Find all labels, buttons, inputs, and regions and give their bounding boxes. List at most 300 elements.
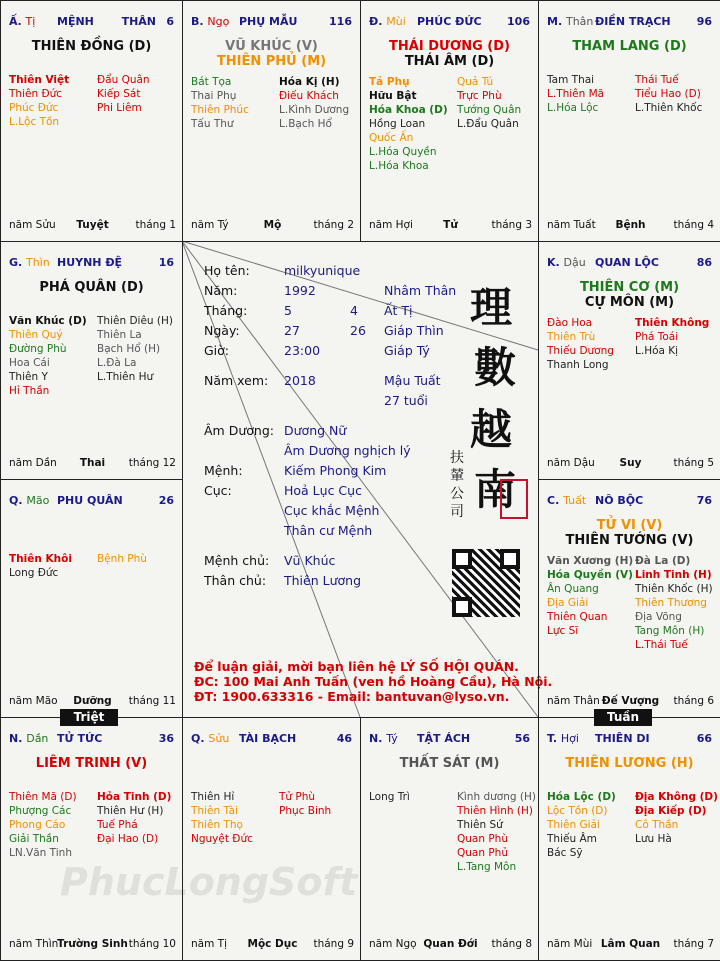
minor-star: L.Hóa Kị (635, 345, 679, 357)
stem-letter: G. (9, 256, 27, 269)
life-stage: Tử (443, 219, 458, 231)
stem-letter: C. (547, 494, 564, 507)
year-label: năm Mùi (547, 938, 593, 950)
main-star: TỬ VI (V) (596, 518, 663, 533)
minor-star: Địa Giải (547, 597, 589, 609)
minor-star: Bác Sỹ (547, 847, 583, 859)
minor-star: Tang Môn (H) (635, 625, 705, 637)
minor-star: L.Đà La (97, 357, 137, 369)
stem-letter: B. (191, 15, 208, 28)
minor-star: Thiên Hư (H) (97, 805, 164, 817)
minor-star: Hóa Quyền (V) (547, 569, 633, 581)
stem-letter: Q. (191, 732, 209, 745)
life-stage: Bệnh (615, 219, 646, 231)
minor-star: Thiên Trù (547, 331, 596, 343)
palace-position (547, 256, 586, 269)
palace-position (9, 732, 48, 745)
minor-stars-right (635, 316, 709, 358)
palace-number: 36 (158, 732, 174, 745)
main-star: THÁI ÂM (D) (404, 54, 495, 69)
minor-star: Thiếu Âm (547, 833, 597, 845)
center-info (182, 241, 553, 717)
palace-number: 16 (158, 256, 174, 269)
year-label: năm Mão (9, 695, 58, 707)
branch-name: Mão (26, 494, 50, 507)
minor-star: Thiên Không (635, 317, 710, 329)
life-stage: Mộ (263, 219, 282, 231)
minor-star: Thiên Thương (635, 597, 707, 609)
info-label: Thân chủ: (204, 573, 267, 588)
info-label: Năm: (204, 283, 238, 298)
palace-number: 86 (696, 256, 712, 269)
minor-star: Giải Thần (9, 833, 59, 845)
month-label: tháng 8 (491, 938, 532, 950)
minor-star: Thiên Phúc (191, 104, 249, 116)
minor-star: Thiên Thọ (191, 819, 243, 831)
contact-line: ĐC: 100 Mai Anh Tuấn (ven hồ Hoàng Cầu), Hà Nội. (194, 674, 553, 689)
minor-stars-left (9, 552, 72, 580)
minor-stars-left (369, 75, 448, 173)
branch-name: Tị (25, 15, 36, 28)
minor-star: Hóa Kị (H) (279, 76, 340, 88)
palace-header (547, 256, 714, 270)
branch-name: Dậu (563, 256, 586, 269)
palace-position (369, 15, 406, 28)
info-value: 5 (284, 303, 292, 318)
minor-star: L.Hóa Quyền (369, 146, 437, 158)
palace-cell[interactable] (0, 717, 183, 961)
minor-star: L.Hóa Khoa (369, 160, 429, 172)
stem-letter: N. (369, 732, 387, 745)
minor-stars-right (97, 790, 171, 846)
minor-star: Hỉ Thần (9, 385, 50, 397)
minor-star: Thiên Hình (H) (457, 805, 533, 817)
info-value: Thiên Lương (284, 573, 362, 588)
palace-position (9, 15, 35, 28)
minor-star: L.Lộc Tồn (9, 116, 60, 128)
info-label: Năm xem: (204, 373, 269, 388)
branch-name: Sửu (208, 732, 230, 745)
month-label: tháng 7 (673, 938, 714, 950)
minor-star: Địa Không (D) (635, 791, 718, 803)
palace-cell[interactable] (0, 479, 183, 718)
minor-star: Phá Toái (635, 331, 679, 343)
info-label: Mệnh chủ: (204, 553, 270, 568)
palace-name: PHU QUÂN (57, 494, 123, 507)
info-value-lunar: 4 (350, 303, 358, 318)
info-label: Họ tên: (204, 263, 250, 278)
branch-name: Thân (565, 15, 594, 28)
minor-star: Thiên Giải (547, 819, 600, 831)
minor-star: Ân Quang (547, 583, 599, 595)
seal-char: 公 (450, 486, 464, 502)
red-seal (500, 479, 528, 519)
month-label: tháng 4 (673, 219, 714, 231)
branch-name: Ngọ (207, 15, 230, 28)
minor-star: Thiếu Dương (547, 345, 614, 357)
minor-star: Bát Tọa (191, 76, 232, 88)
minor-stars-left (369, 790, 410, 804)
minor-stars-left (9, 790, 77, 860)
palace-position (9, 494, 49, 507)
minor-star: Thiên Mã (D) (9, 791, 77, 803)
palace-cell[interactable] (538, 0, 720, 242)
life-stage: Đế Vượng (601, 695, 660, 707)
minor-star: Địa Kiếp (D) (635, 805, 707, 817)
info-value: Vũ Khúc (284, 553, 336, 568)
stem-letter: K. (547, 256, 564, 269)
seal-char: 輦 (450, 468, 464, 484)
info-value: 27 (284, 323, 300, 338)
year-label: năm Sửu (9, 219, 56, 231)
main-star: PHÁ QUÂN (D) (39, 280, 144, 295)
minor-stars-right (635, 73, 702, 115)
minor-star: Phục Binh (279, 805, 332, 817)
main-star: CỰ MÔN (M) (584, 295, 675, 310)
minor-star: Kiếp Sát (97, 88, 141, 100)
minor-star: Quốc Ấn (369, 132, 414, 144)
calligraphy-char: 南 (474, 465, 517, 514)
minor-star: Đường Phù (9, 343, 67, 355)
month-label: tháng 3 (491, 219, 532, 231)
palace-position (9, 256, 50, 269)
info-value-lunar: 26 (350, 323, 366, 338)
minor-star: L.Thiên Mã (547, 88, 605, 100)
month-label: tháng 6 (673, 695, 714, 707)
minor-star: Thiên Đức (9, 88, 63, 100)
minor-star: Bệnh Phù (97, 553, 147, 565)
palace-header (547, 15, 714, 29)
minor-star: Hoa Cái (9, 357, 50, 369)
minor-stars-right (635, 554, 713, 652)
minor-star: Điếu Khách (279, 90, 339, 102)
minor-star: L.Bạch Hổ (279, 118, 332, 130)
minor-star: Tử Phù (279, 791, 316, 803)
info-value: Kiếm Phong Kim (284, 463, 387, 478)
year-label: năm Thìn (9, 938, 59, 950)
palace-name: TẬT ÁCH (417, 732, 471, 745)
minor-stars-left (9, 314, 87, 398)
contact-line: Để luận giải, mời bạn liên hệ LÝ SỐ HỘI QUÁN. (194, 659, 519, 674)
year-label: năm Tý (191, 219, 229, 231)
minor-star: Thiên Y (9, 371, 48, 383)
minor-star: Thái Tuế (635, 74, 679, 86)
main-star: THIÊN LƯƠNG (H) (565, 756, 694, 771)
main-star: THIÊN PHỦ (M) (216, 54, 327, 69)
minor-star: L.Thái Tuế (635, 639, 688, 651)
info-value: milkyunique (284, 263, 361, 278)
palace-name: HUYNH ĐỆ (57, 256, 123, 269)
life-stage: Thai (79, 457, 106, 469)
palace-cell[interactable] (538, 479, 720, 718)
calligraphy-char: 理 (470, 283, 513, 332)
info-label: Giờ: (204, 343, 230, 358)
palace-cell[interactable] (360, 0, 539, 242)
main-star: THIÊN CƠ (M) (579, 280, 680, 295)
info-canchi: Nhâm Thân (384, 283, 457, 298)
life-stage: Mộc Dục (247, 938, 298, 950)
main-star: LIÊM TRINH (V) (35, 756, 148, 771)
minor-star: Kình dương (H) (457, 791, 536, 803)
branch-name: Tý (386, 732, 398, 745)
palace-name: THIÊN DI (595, 732, 650, 745)
minor-star: Hữu Bật (369, 90, 417, 102)
minor-star: Thiên Việt (9, 74, 70, 86)
minor-star: Thiên Diêu (H) (97, 315, 173, 327)
minor-star: Cô Thần (635, 819, 679, 831)
minor-star: LN.Văn Tinh (9, 847, 72, 859)
year-label: năm Dần (9, 457, 57, 469)
minor-star: L.Hóa Lộc (547, 102, 599, 114)
branch-name: Tuất (563, 494, 587, 507)
tuan-badge: Tuần (594, 709, 652, 726)
minor-star: Thiên La (97, 329, 142, 341)
minor-star: Đẩu Quân (97, 74, 150, 86)
palace-header (369, 732, 532, 746)
month-label: tháng 5 (673, 457, 714, 469)
minor-stars-left (547, 73, 604, 115)
palace-footer (9, 938, 176, 952)
minor-stars-left (9, 73, 69, 129)
minor-star: Địa Võng (635, 611, 682, 623)
minor-star: Phúc Đức (9, 102, 59, 114)
minor-star: Tiểu Hao (D) (635, 88, 701, 100)
palace-number: 66 (696, 732, 712, 745)
minor-stars-right (279, 790, 331, 818)
palace-header (369, 15, 532, 29)
palace-name: TÀI BẠCH (239, 732, 297, 745)
minor-stars-left (191, 790, 253, 846)
contact-line: ĐT: 1900.633316 - Email: bantuvan@lyso.vn. (194, 689, 510, 704)
palace-header (547, 494, 714, 508)
info-value: Hoả Lục Cục (284, 483, 362, 498)
minor-star: Thai Phụ (191, 90, 237, 102)
palace-cell[interactable] (0, 0, 183, 242)
minor-star: Lưu Hà (635, 833, 672, 845)
palace-cell[interactable] (360, 717, 539, 961)
life-stage: Trường Sinh (57, 938, 128, 950)
palace-position (191, 15, 229, 28)
minor-star: Hóa Khoa (D) (369, 104, 448, 116)
palace-header (547, 732, 714, 746)
palace-position (547, 15, 593, 28)
palace-name: MỆNH (57, 15, 94, 28)
minor-star: Phi Liêm (97, 102, 142, 114)
palace-cell[interactable] (538, 717, 720, 961)
palace-footer (9, 695, 176, 709)
minor-stars-left (547, 790, 616, 860)
main-star: VŨ KHÚC (V) (225, 39, 318, 54)
main-star: THIÊN TƯỚNG (V) (565, 533, 694, 548)
minor-stars-right (97, 314, 173, 384)
minor-star: Đà La (D) (635, 555, 691, 567)
palace-name: TỬ TỨC (57, 732, 103, 745)
minor-star: Trực Phù (457, 90, 502, 102)
info-label: Ngày: (204, 323, 240, 338)
minor-star: Thiên Khốc (H) (635, 583, 713, 595)
palace-footer (9, 457, 176, 471)
minor-star: L.Tang Môn (457, 861, 517, 873)
qr-finder (452, 597, 472, 617)
minor-star: Quả Tú (457, 76, 494, 88)
stem-letter: Ấ. (9, 15, 26, 28)
palace-position (547, 494, 586, 507)
calligraphy-char: 數 (474, 343, 517, 392)
info-canchi: 27 tuổi (384, 393, 428, 408)
main-star: THẤT SÁT (M) (399, 756, 500, 771)
stem-letter: Q. (9, 494, 27, 507)
palace-header (191, 15, 354, 29)
stem-letter: N. (9, 732, 27, 745)
info-value: Thân cư Mệnh (284, 523, 373, 538)
palace-footer (547, 219, 714, 233)
month-label: tháng 12 (128, 457, 176, 469)
minor-star: Tướng Quân (457, 104, 522, 116)
info-label: Tháng: (204, 303, 248, 318)
palace-footer (369, 938, 532, 952)
stem-letter: M. (547, 15, 566, 28)
palace-header (9, 732, 176, 746)
palace-position (547, 732, 579, 745)
minor-star: Thiên Tài (191, 805, 238, 817)
palace-name: PHỤ MẪU (239, 15, 298, 28)
palace-footer (369, 219, 532, 233)
palace-footer (9, 219, 176, 233)
palace-cell[interactable] (182, 0, 361, 242)
palace-cell[interactable] (182, 717, 361, 961)
qr-finder (452, 549, 472, 569)
palace-number: 76 (696, 494, 712, 507)
triet-badge: Triệt (60, 709, 118, 726)
info-value: 1992 (284, 283, 316, 298)
palace-position (191, 732, 229, 745)
stem-letter: T. (547, 732, 561, 745)
minor-stars-right (279, 75, 349, 131)
minor-star: Quan Phù (457, 833, 508, 845)
info-canchi: Giáp Thìn (384, 323, 444, 338)
month-label: tháng 11 (128, 695, 176, 707)
minor-star: Thiên Khôi (9, 553, 72, 565)
year-label: năm Ngọ (369, 938, 417, 950)
branch-name: Dần (26, 732, 49, 745)
minor-star: Đào Hoa (547, 317, 593, 329)
main-star: THÁI DƯƠNG (D) (389, 39, 510, 54)
life-stage: Lâm Quan (600, 938, 661, 950)
minor-star: Thiên Quý (9, 329, 63, 341)
minor-star: Linh Tinh (H) (635, 569, 712, 581)
life-stage: Quan Đới (423, 938, 478, 950)
palace-number: 6 (166, 15, 174, 28)
palace-header (9, 494, 176, 508)
palace-header (9, 15, 176, 29)
seal-char: 扶 (450, 450, 464, 466)
palace-name: QUAN LỘC (595, 256, 659, 269)
palace-number: 26 (158, 494, 174, 507)
minor-star: Phượng Các (9, 805, 72, 817)
year-label: năm Hợi (369, 219, 413, 231)
minor-star: Thiên Hỉ (191, 791, 235, 803)
month-label: tháng 10 (128, 938, 176, 950)
minor-stars-right (97, 73, 150, 115)
year-label: năm Tuất (547, 219, 596, 231)
palace-number: 116 (329, 15, 352, 28)
info-canchi: Giáp Tý (384, 343, 430, 358)
minor-star: L.Đẩu Quân (457, 118, 519, 130)
palace-footer (547, 457, 714, 471)
minor-star: Thiên Sứ (457, 819, 503, 831)
minor-stars-right (635, 790, 718, 846)
minor-stars-right (457, 790, 536, 874)
palace-footer (547, 695, 714, 709)
branch-name: Hợi (560, 732, 579, 745)
palace-number: 46 (336, 732, 352, 745)
minor-star: Văn Xương (H) (547, 555, 634, 567)
info-value: 23:00 (284, 343, 321, 358)
than-label: THÂN (121, 15, 156, 28)
minor-star: Nguyệt Đức (191, 833, 253, 845)
watermark: PhucLongSoft (60, 860, 358, 904)
minor-star: Bạch Hổ (H) (97, 343, 161, 355)
palace-footer (191, 219, 354, 233)
minor-star: Tuế Phá (97, 819, 138, 831)
palace-name: NÔ BỘC (595, 494, 644, 507)
minor-star: Thanh Long (547, 359, 609, 371)
minor-star: L.Thiên Hư (97, 371, 154, 383)
info-value: Cục khắc Mệnh (284, 503, 380, 518)
info-value: 2018 (284, 373, 316, 388)
minor-star: Hỏa Tinh (D) (97, 791, 172, 803)
main-star: THAM LANG (D) (572, 39, 687, 54)
month-label: tháng 9 (313, 938, 354, 950)
qr-finder (500, 549, 520, 569)
life-stage: Suy (619, 457, 642, 469)
year-label: năm Thân (547, 695, 600, 707)
minor-star: Hồng Loan (369, 118, 426, 130)
minor-star: Đại Hao (D) (97, 833, 159, 845)
minor-star: Long Trì (369, 791, 410, 803)
minor-star: Lộc Tồn (D) (547, 805, 608, 817)
life-stage: Dưỡng (73, 695, 112, 707)
minor-star: Tả Phụ (369, 76, 410, 88)
year-label: năm Tị (191, 938, 227, 950)
branch-name: Mùi (386, 15, 406, 28)
info-canchi: Ất Tị (384, 303, 413, 318)
palace-number: 96 (696, 15, 712, 28)
palace-name: PHÚC ĐỨC (417, 15, 482, 28)
palace-number: 56 (514, 732, 530, 745)
info-canchi: Mậu Tuất (384, 373, 441, 388)
palace-cell[interactable] (0, 241, 183, 480)
minor-star: Hóa Lộc (D) (547, 791, 616, 803)
minor-stars-left (191, 75, 249, 131)
info-value: Dương Nữ (284, 423, 347, 438)
minor-star: Lực Sĩ (547, 625, 579, 637)
minor-stars-right (457, 75, 521, 131)
minor-star: Quan Phủ (457, 847, 508, 859)
palace-header (191, 732, 354, 746)
minor-stars-left (547, 316, 614, 372)
seal-char: 司 (450, 504, 464, 520)
palace-number: 106 (507, 15, 530, 28)
palace-name: ĐIỀN TRẠCH (595, 15, 671, 28)
minor-star: Phong Cáo (9, 819, 66, 831)
palace-header (9, 256, 176, 270)
minor-star: Long Đức (9, 567, 59, 579)
minor-star: Tấu Thư (191, 118, 234, 130)
month-label: tháng 2 (313, 219, 354, 231)
minor-star: L.Kình Dương (279, 104, 350, 116)
palace-cell[interactable] (538, 241, 720, 480)
